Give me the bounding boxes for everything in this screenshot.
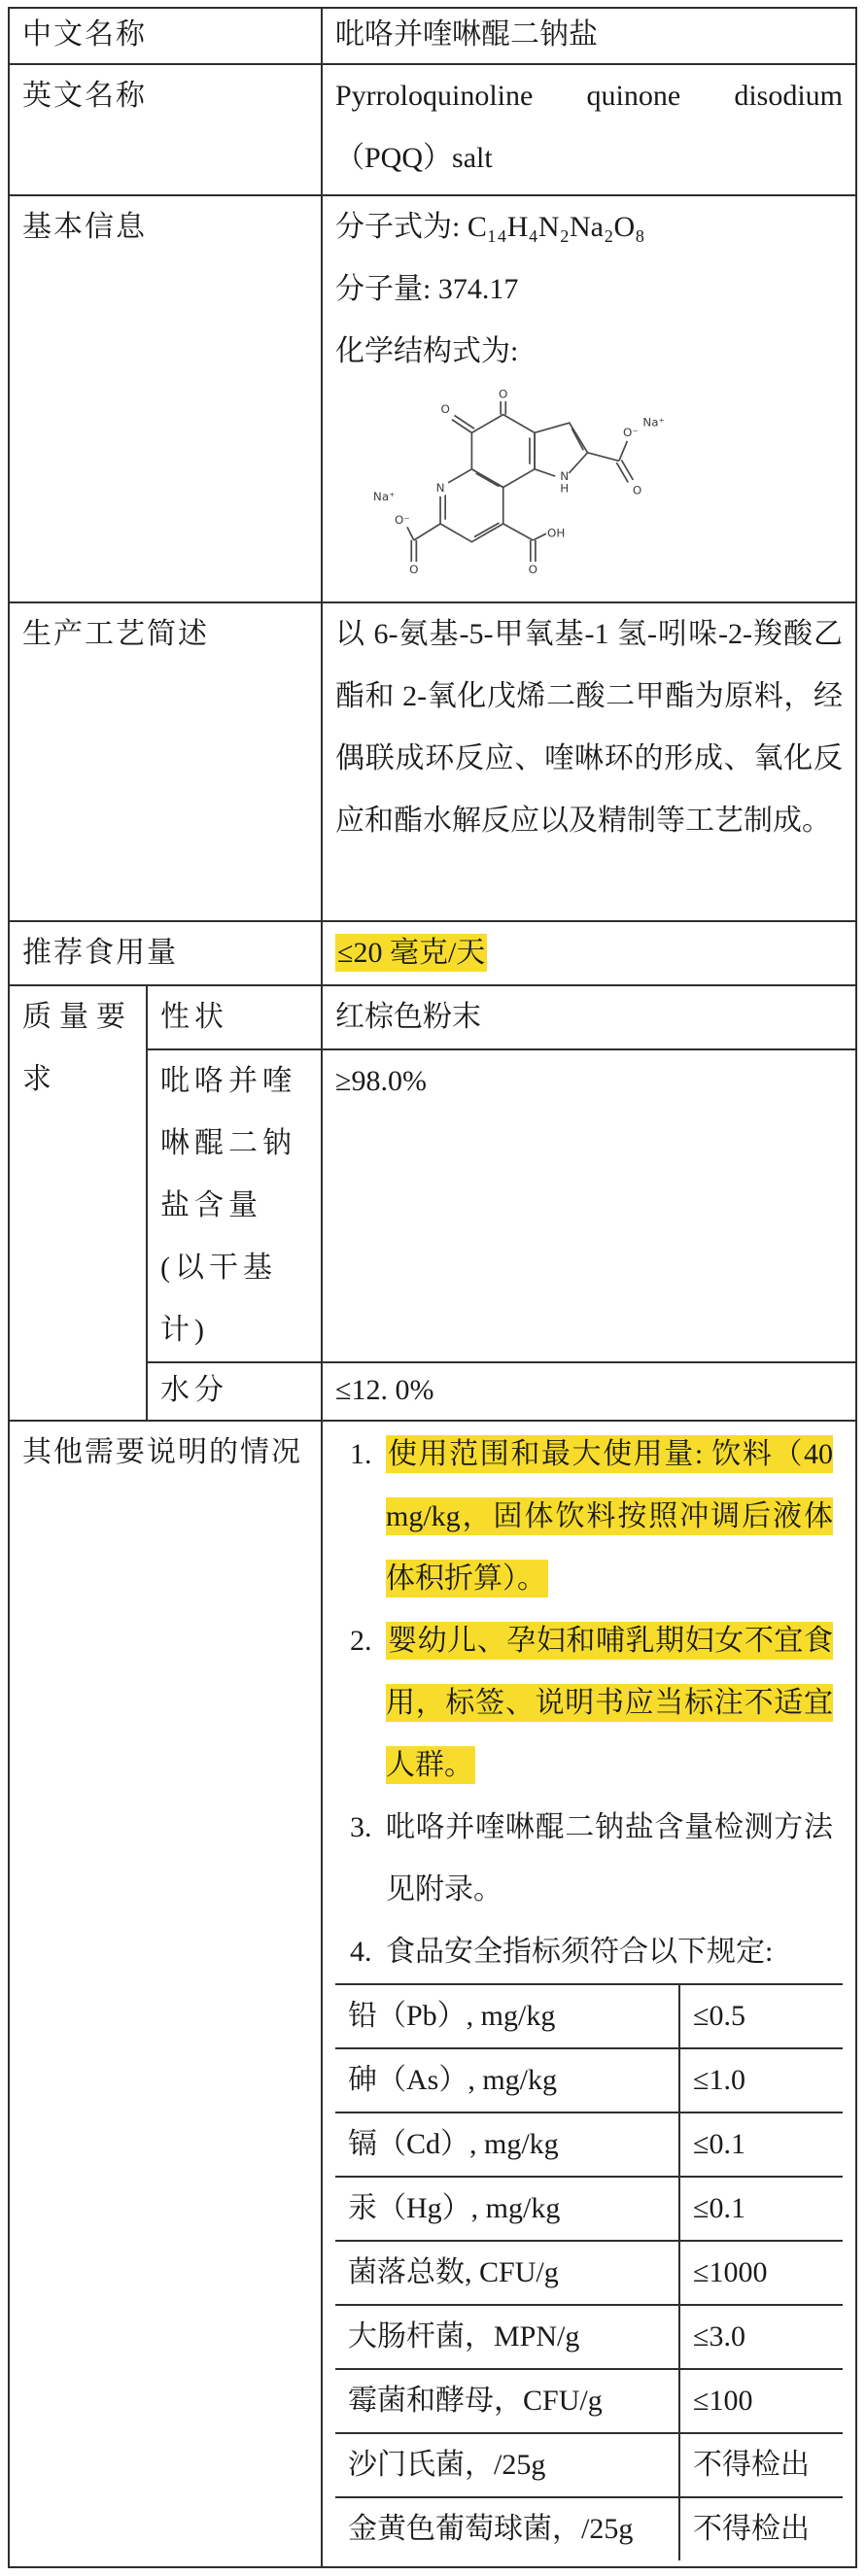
safety-item-limit: ≤100 <box>679 2369 843 2433</box>
safety-item-name: 霉菌和酵母，CFU/g <box>335 2369 679 2433</box>
safety-table-row <box>335 2369 843 2433</box>
quality-appearance-label: 性状 <box>147 985 322 1049</box>
row-quality-appearance <box>9 985 856 1049</box>
safety-item-limit: ≤0.1 <box>679 2112 843 2177</box>
recommended-intake-highlight: ≤20 毫克/天 <box>335 934 487 972</box>
note-text <box>386 1921 833 1983</box>
safety-item-name: 金黄色葡萄球菌，/25g <box>335 2497 679 2560</box>
english-name-value: Pyrroloquinoline quinone disodium （PQQ）salt <box>322 64 856 195</box>
quality-content-label: 吡咯并喹啉醌二钠盐含量(以干基计) <box>147 1049 322 1362</box>
safety-item-name: 大肠杆菌，MPN/g <box>335 2305 679 2369</box>
safety-item-limit: 不得检出 <box>679 2497 843 2560</box>
note-item <box>335 1921 833 1983</box>
atom-nh-n: N <box>560 468 570 483</box>
quality-content-value: ≥98.0% <box>322 1049 856 1362</box>
process-label: 生产工艺简述 <box>9 602 322 921</box>
safety-table-row <box>335 2241 843 2305</box>
sodium-ion-left: Na⁺ <box>372 490 396 504</box>
note-item <box>335 1610 833 1797</box>
quality-appearance-value: 红棕色粉末 <box>322 985 856 1049</box>
safety-item-name: 菌落总数, CFU/g <box>335 2241 679 2305</box>
atom-oh: OH <box>547 526 566 540</box>
spec-table <box>8 7 857 2568</box>
molecular-weight: 分子量: 374.17 <box>335 273 519 305</box>
recommended-intake-label: 推荐食用量 <box>9 921 322 985</box>
row-recommended-intake <box>9 921 856 985</box>
atom-o-bottom-right: O <box>632 483 642 498</box>
other-value <box>322 1421 856 2567</box>
safety-table-row <box>335 2497 843 2560</box>
note-text-content: 食品安全指标须符合以下规定: <box>386 1936 774 1968</box>
atom-o-minus-left: O⁻ <box>395 512 410 527</box>
row-other <box>9 1421 856 2567</box>
safety-table <box>335 1983 843 2560</box>
other-label: 其他需要说明的情况 <box>9 1421 322 2567</box>
note-item <box>335 1424 833 1610</box>
safety-item-name: 铅（Pb）, mg/kg <box>335 1984 679 2048</box>
atom-o-top: O <box>499 387 508 401</box>
safety-item-limit: 不得检出 <box>679 2433 843 2497</box>
row-process <box>9 602 856 921</box>
safety-item-limit: ≤1.0 <box>679 2048 843 2112</box>
safety-item-limit: ≤0.5 <box>679 1984 843 2048</box>
quality-moisture-label: 水分 <box>147 1362 322 1421</box>
safety-item-name: 砷（As）, mg/kg <box>335 2048 679 2112</box>
atom-o-left: O <box>440 401 450 416</box>
sodium-ion-right: Na⁺ <box>642 415 665 429</box>
row-basic-info <box>9 195 856 602</box>
chemical-structure-figure <box>341 385 843 601</box>
note-text <box>386 1610 833 1797</box>
atom-nh-h: H <box>560 481 570 496</box>
quality-label: 质量要求 <box>9 985 147 1421</box>
molecular-formula: 分子式为: C₁₄H₄N₂Na₂O₈ <box>335 211 645 243</box>
other-content <box>335 1422 843 2560</box>
chinese-name-label: 中文名称 <box>9 8 322 64</box>
note-text-content: 婴幼儿、孕妇和哺乳期妇女不宜食用，标签、说明书应当标注不适宜人群。 <box>386 1622 833 1784</box>
safety-table-row <box>335 1984 843 2048</box>
quality-moisture-value: ≤12. 0% <box>322 1362 856 1421</box>
pqq-structure-drawing <box>341 385 707 579</box>
safety-item-name: 汞（Hg）, mg/kg <box>335 2177 679 2241</box>
note-number: 2. <box>350 1625 372 1657</box>
safety-table-row <box>335 2112 843 2177</box>
safety-table-row <box>335 2177 843 2241</box>
note-text-content: 吡咯并喹啉醌二钠盐含量检测方法见附录。 <box>386 1811 833 1906</box>
note-text <box>386 1424 833 1610</box>
safety-item-name: 镉（Cd）, mg/kg <box>335 2112 679 2177</box>
atom-n-pyridine: N <box>435 480 445 495</box>
note-item <box>335 1797 833 1921</box>
safety-item-name: 沙门氏菌，/25g <box>335 2433 679 2497</box>
process-value: 以 6-氨基-5-甲氧基-1 氢-吲哚-2-羧酸乙酯和 2-氧化戊烯二酸二甲酯为原料，经偶联成环反应、喹啉环的形成、氧化反应和酯水解反应以及精制等工艺制成。 <box>322 602 856 921</box>
structure-caption: 化学结构式为: <box>335 335 519 367</box>
safety-table-row <box>335 2305 843 2369</box>
row-chinese-name <box>9 8 856 64</box>
note-text <box>386 1797 833 1921</box>
atom-o-minus-right: O⁻ <box>622 425 639 439</box>
basic-info-value <box>322 195 856 602</box>
basic-info-label: 基本信息 <box>9 195 322 602</box>
note-number: 1. <box>350 1438 372 1470</box>
safety-table-row <box>335 2433 843 2497</box>
recommended-intake-value <box>322 921 856 985</box>
safety-table-row <box>335 2048 843 2112</box>
note-number: 3. <box>350 1811 372 1843</box>
note-number: 4. <box>350 1936 372 1968</box>
safety-table-body <box>335 1984 843 2560</box>
english-name-label: 英文名称 <box>9 64 322 195</box>
safety-item-limit: ≤3.0 <box>679 2305 843 2369</box>
notes-list <box>335 1422 843 1983</box>
row-english-name <box>9 64 856 195</box>
atom-o-bottom-left: O <box>409 563 419 577</box>
note-text-content: 使用范围和最大使用量: 饮料（40 mg/kg，固体饮料按照冲调后液体体积折算）。 <box>386 1435 833 1597</box>
safety-item-limit: ≤1000 <box>679 2241 843 2305</box>
atom-o-bottom-mid: O <box>528 563 538 577</box>
chinese-name-value: 吡咯并喹啉醌二钠盐 <box>322 8 856 64</box>
safety-item-limit: ≤0.1 <box>679 2177 843 2241</box>
